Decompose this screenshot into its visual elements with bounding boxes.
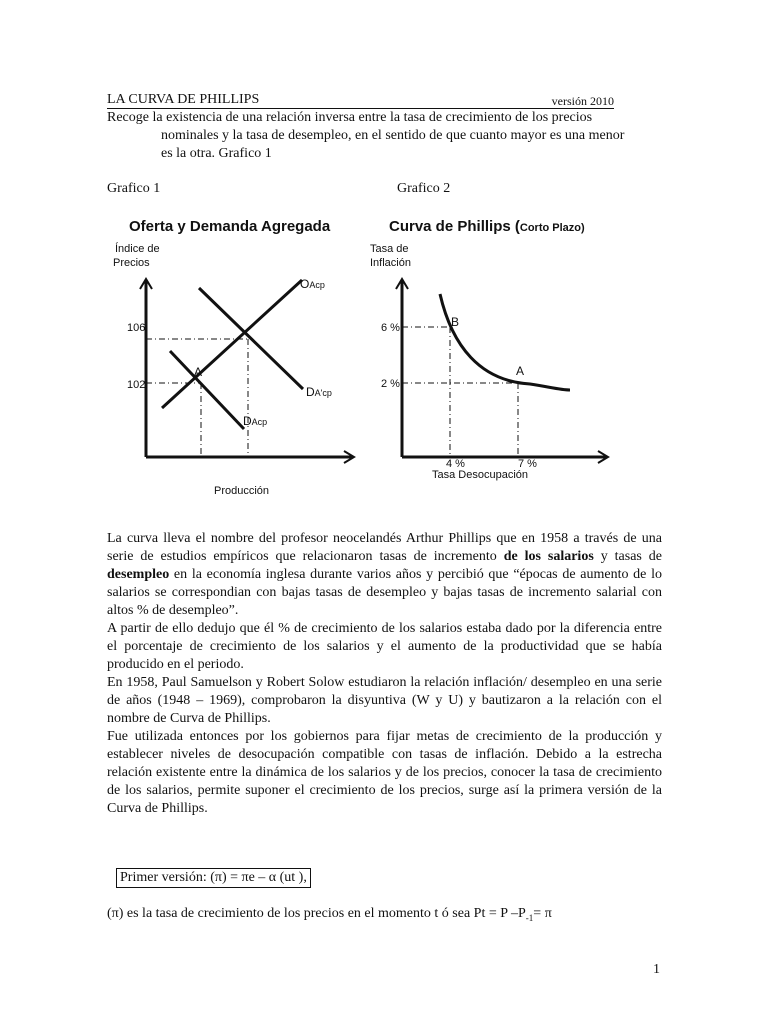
chart-2-phillips-curve bbox=[440, 294, 570, 390]
formula-box: Primer versión: (π) = πe – α (ut ), bbox=[116, 868, 311, 888]
chart-1-ylabel-1: Índice de bbox=[115, 243, 160, 255]
chart-2-xtick-4: 4 % bbox=[446, 458, 465, 470]
chart-2-point-b-label: B bbox=[451, 315, 460, 329]
page-number: 1 bbox=[653, 962, 660, 977]
body-text bbox=[107, 530, 662, 818]
paragraph-1: La curva lleva el nombre del profesor neocelandés Arthur Phillips que en 1958 a través de una serie de estudios empíricos que relacionaron tasas de incremento de los salarios y tasas de desempleo en la economía inglesa durante varios años y percibió que “épocas de aumento de lo salarios se correspondian con bajas tasas de desempleo y bajas tasas de incremento salarial con altos % de desempleo”. bbox=[107, 531, 662, 618]
version-label: versión 2010 bbox=[551, 94, 614, 108]
intro-line-2: nominales y la tasa de desempleo, en el sentido de que cuanto mayor es una menor bbox=[161, 128, 625, 143]
intro-paragraph bbox=[107, 109, 662, 163]
chart-2-xlabel: Tasa Desocupación bbox=[432, 469, 529, 481]
graph-2-label: Grafico 2 bbox=[397, 181, 451, 196]
chart-2-title: Curva de Phillips (Corto Plazo) bbox=[389, 218, 585, 235]
document-title: LA CURVA DE PHILLIPS bbox=[107, 92, 260, 107]
paragraph-3: En 1958, Paul Samuelson y Robert Solow estudiaron la relación inflación/ desempleo en una serie de años (1948 – 1969), comprobaron la disyuntiva (W y U) y bautizaron a la relación con el nombre de Curva de Phillips. bbox=[107, 675, 662, 726]
chart-1-ytick-106: 106 bbox=[127, 322, 146, 334]
paragraph-4: Fue utilizada entonces por los gobiernos para fijar metas de crecimiento de la producción y establecer niveles de desocupación compatible con tasas de inflación. Debido a la estrecha relación existente entre la dinámica de los salarios y de los precios, conocer la tasa de crecimiento de los salarios, permite suponer el crecimiento de los precios, surge así la primera versión de la Curva de Phillips. bbox=[107, 729, 662, 816]
chart-1-point-a-label: A bbox=[194, 365, 203, 379]
intro-line-1: Recoge la existencia de una relación inversa entre la tasa de crecimiento de los precios bbox=[107, 110, 593, 125]
bold-desempleo: desempleo bbox=[107, 567, 170, 582]
chart-1-supply-line bbox=[162, 280, 302, 408]
chart-1-demand-label: DAcp bbox=[243, 414, 268, 428]
title-row bbox=[107, 92, 614, 109]
formula-explanation: (π) es la tasa de crecimiento de los precios en el momento t ó sea Pt = P $-P_{-1}= \pi$ bbox=[107, 906, 552, 923]
chart-1-title: Oferta y Demanda Agregada bbox=[129, 218, 331, 235]
chart-2-ytick-2: 2 % bbox=[381, 378, 400, 390]
chart-1-ytick-102: 102 bbox=[127, 379, 146, 391]
chart-1 bbox=[100, 236, 370, 506]
paragraph-2: A partir de ello dedujo que él % de crecimiento de los salarios estaba dado por la diferencia entre el porcentaje de crecimiento de los salarios y el aumento de la productividad que se había producido en el periodo. bbox=[107, 621, 662, 672]
chart-2-xtick-7: 7 % bbox=[518, 458, 537, 470]
chart-2 bbox=[360, 236, 620, 486]
chart-2-point-a-label: A bbox=[516, 364, 525, 378]
chart-2-ylabel-1: Tasa de bbox=[370, 243, 409, 255]
chart-1-supply-label: OAcp bbox=[300, 277, 325, 291]
chart-2-ylabel-2: Inflación bbox=[370, 257, 411, 269]
graph-1-label: Grafico 1 bbox=[107, 181, 161, 196]
chart-1-demand-shifted-label: DA'cp bbox=[306, 385, 332, 399]
chart-2-ytick-6: 6 % bbox=[381, 322, 400, 334]
chart-1-ylabel-2: Precios bbox=[113, 257, 150, 269]
chart-1-xlabel: Producción bbox=[214, 485, 270, 497]
bold-salarios: de los salarios bbox=[503, 549, 594, 564]
intro-line-3: es la otra. Grafico 1 bbox=[161, 146, 272, 161]
